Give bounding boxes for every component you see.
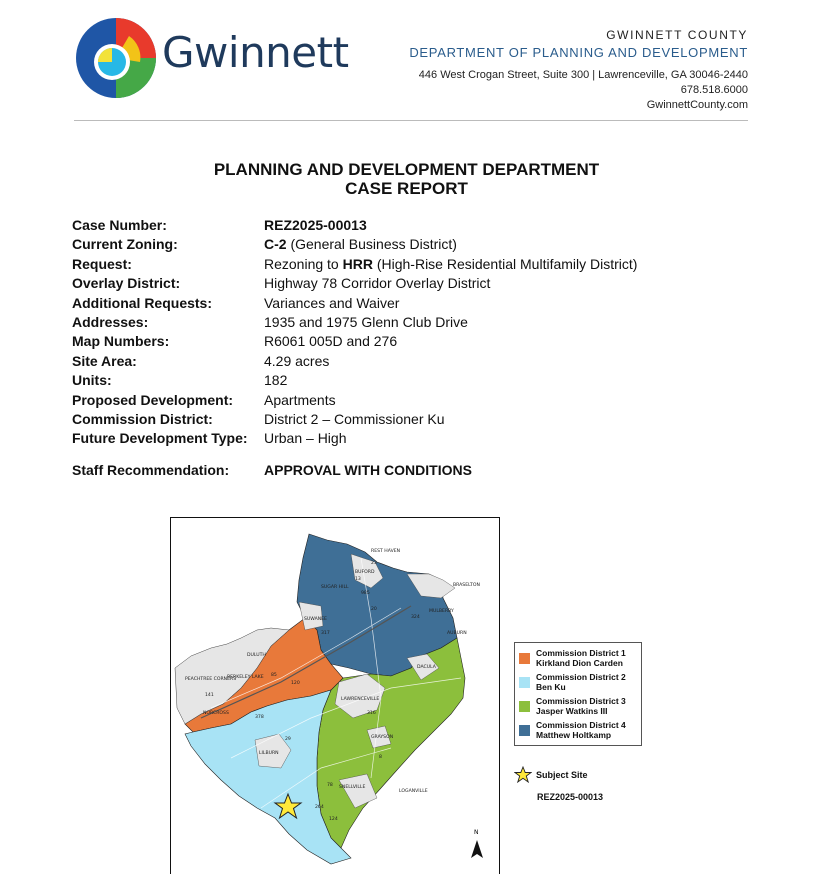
- route-shield: 316: [367, 711, 376, 716]
- field-label: Commission District:: [72, 410, 213, 427]
- place-label: SUWANEE: [304, 617, 327, 622]
- map-case-label: REZ2025-00013: [537, 792, 604, 802]
- route-shield: 29: [285, 737, 291, 742]
- title-line-2: CASE REPORT: [345, 179, 468, 198]
- subject-site-label: Subject Site: [536, 769, 588, 780]
- field-value: [264, 255, 637, 274]
- place-label: LILBURN: [259, 751, 279, 756]
- department-name: DEPARTMENT OF PLANNING AND DEVELOPMENT: [409, 45, 748, 60]
- place-label: DACULA: [417, 665, 436, 670]
- field-label: Current Zoning:: [72, 236, 178, 253]
- place-label: NORCROSS: [203, 711, 229, 716]
- logo-wordmark: Gwinnett: [162, 28, 349, 77]
- field-overlay-district: [72, 274, 637, 293]
- legend-title: Commission District 2: [536, 672, 626, 682]
- field-label: Overlay District:: [72, 275, 181, 292]
- route-shield: 317: [321, 631, 330, 636]
- field-label: Addresses:: [72, 313, 149, 330]
- legend-swatch: [519, 701, 530, 712]
- route-shield: 8: [379, 755, 382, 760]
- request-pre: Rezoning to: [264, 255, 343, 272]
- field-map-numbers: [72, 332, 637, 351]
- field-value: [264, 235, 457, 254]
- field-value: Variances and Waiver: [264, 294, 400, 311]
- place-label: BRASELTON: [453, 583, 480, 588]
- legend-commissioner: Jasper Watkins III: [536, 706, 608, 716]
- field-label: Request:: [72, 255, 132, 272]
- field-label: Case Number:: [72, 217, 167, 233]
- field-value: District 2 – Commissioner Ku: [264, 410, 445, 427]
- field-request: [72, 255, 637, 274]
- route-shield: 985: [361, 591, 370, 596]
- field-additional-requests: [72, 294, 637, 313]
- field-units: [72, 371, 637, 390]
- route-shield: 78: [327, 783, 333, 788]
- field-label: Units:: [72, 372, 112, 389]
- legend-title: Commission District 3: [536, 696, 626, 706]
- field-value: 1935 and 1975 Glenn Club Drive: [264, 313, 468, 330]
- legend-item-district-4: [519, 718, 641, 742]
- field-label: Future Development Type:: [72, 430, 248, 447]
- header-contact: [409, 28, 748, 113]
- field-value: Apartments: [264, 391, 336, 408]
- legend-swatch: [519, 677, 530, 688]
- legend-item-district-2: [519, 670, 641, 694]
- phone: 678.518.6000: [680, 84, 748, 96]
- route-shield: 264: [315, 805, 324, 810]
- place-label: BERKELEY LAKE: [227, 675, 264, 680]
- place-label: DULUTH: [247, 653, 266, 658]
- field-value: Highway 78 Corridor Overlay District: [264, 275, 491, 292]
- place-label: SNELLVILLE: [339, 785, 366, 790]
- field-value: 4.29 acres: [264, 352, 330, 369]
- route-shield: 120: [291, 681, 300, 686]
- field-site-area: [72, 352, 637, 371]
- page-title: [0, 160, 813, 198]
- website: GwinnettCounty.com: [646, 99, 748, 111]
- place-label: LAWRENCEVILLE: [341, 697, 380, 702]
- route-shield: 378: [255, 715, 264, 720]
- recommendation-label: Staff Recommendation:: [72, 462, 230, 478]
- place-label: REST HAVEN: [371, 549, 401, 554]
- place-label: BUFORD: [355, 570, 375, 575]
- county-name: GWINNETT COUNTY: [606, 28, 748, 42]
- legend-commissioner: Kirkland Dion Carden: [536, 658, 623, 668]
- legend-commissioner: Matthew Holtkamp: [536, 730, 612, 740]
- legend-title: Commission District 1: [536, 648, 626, 658]
- map-legend: [514, 642, 642, 746]
- header-divider: [74, 120, 748, 121]
- route-shield: 85: [271, 673, 277, 678]
- route-shield: 23: [371, 561, 377, 566]
- district-map: [170, 517, 500, 874]
- field-addresses: [72, 313, 637, 332]
- route-shield: 124: [329, 817, 338, 822]
- gwinnett-logo-icon: [74, 16, 158, 100]
- field-value: 182: [264, 372, 288, 389]
- route-shield: 13: [355, 577, 361, 582]
- field-value: R6061 005D and 276: [264, 333, 398, 350]
- place-label: LOGANVILLE: [399, 789, 428, 794]
- zoning-code: C-2: [264, 236, 287, 253]
- field-label: Site Area:: [72, 352, 137, 369]
- field-label: Map Numbers:: [72, 333, 170, 350]
- place-label: MULBERRY: [429, 609, 454, 614]
- route-shield: 141: [205, 693, 214, 698]
- district-map-svg: [171, 518, 499, 874]
- legend-swatch: [519, 653, 530, 664]
- field-future-development-type: [72, 429, 637, 448]
- north-label: N: [474, 829, 479, 836]
- request-desc: (High-Rise Residential Multifamily District): [372, 255, 638, 272]
- field-label: Additional Requests:: [72, 294, 213, 311]
- place-label: SUGAR HILL: [321, 585, 349, 590]
- legend-item-district-1: [519, 646, 641, 670]
- field-current-zoning: [72, 235, 637, 254]
- field-case-number: [72, 216, 637, 235]
- legend-commissioner: Ben Ku: [536, 682, 566, 692]
- address: 446 West Crogan Street, Suite 300 | Lawrenceville, GA 30046-2440: [418, 69, 748, 81]
- zoning-desc: (General Business District): [286, 236, 457, 253]
- star-icon: [514, 766, 532, 783]
- request-code: HRR: [342, 255, 373, 272]
- case-fields: [72, 216, 637, 449]
- legend-item-district-3: [519, 694, 641, 718]
- recommendation-value: APPROVAL WITH CONDITIONS: [264, 462, 472, 478]
- field-value: Urban – High: [264, 430, 347, 447]
- route-shield: 324: [411, 615, 420, 620]
- staff-recommendation: [72, 462, 472, 478]
- north-arrow-icon: [471, 840, 483, 858]
- field-label: Proposed Development:: [72, 391, 234, 408]
- place-label: AUBURN: [447, 631, 467, 636]
- legend-title: Commission District 4: [536, 720, 626, 730]
- legend-swatch: [519, 725, 530, 736]
- place-label: GRAYSON: [371, 735, 394, 740]
- route-shield: 20: [371, 607, 377, 612]
- field-proposed-development: [72, 391, 637, 410]
- place-label: PEACHTREE CORNERS: [185, 677, 237, 682]
- title-line-1: PLANNING AND DEVELOPMENT DEPARTMENT: [213, 160, 600, 179]
- subject-site-legend: [514, 766, 588, 783]
- field-value: REZ2025-00013: [264, 217, 367, 233]
- field-commission-district: [72, 410, 637, 429]
